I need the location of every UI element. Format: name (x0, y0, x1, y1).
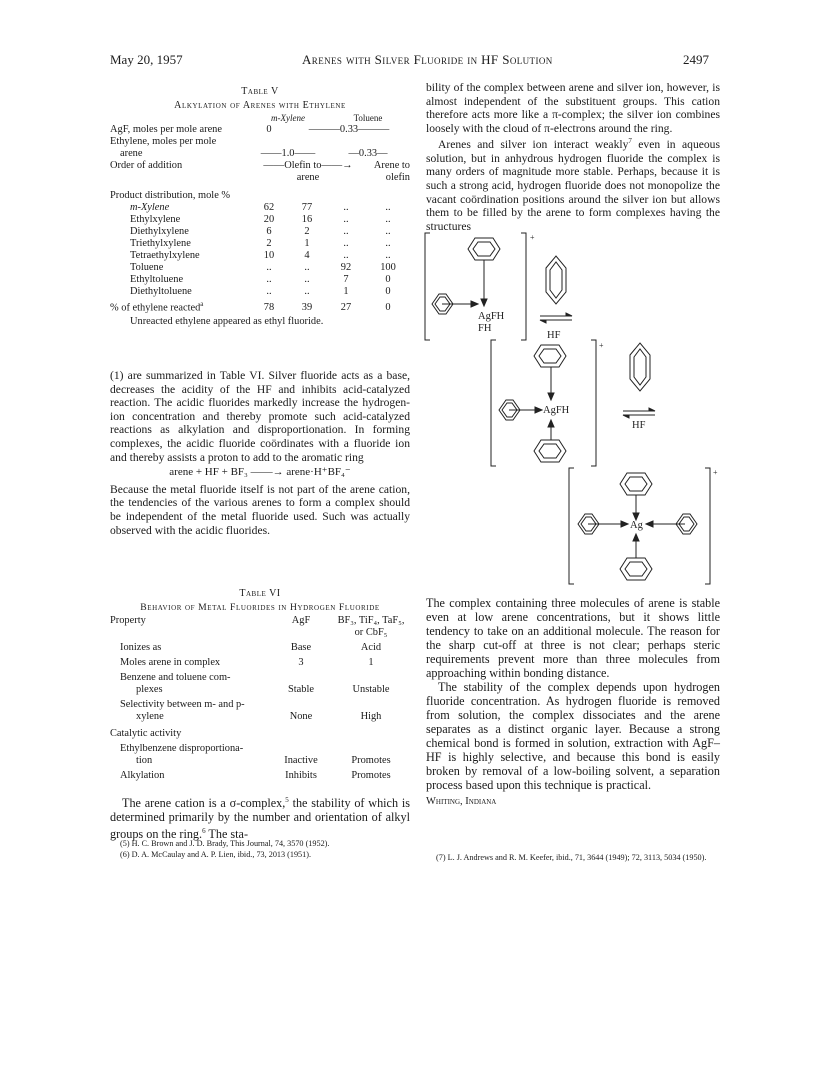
table-5-row-label: Diethyltoluene (130, 286, 192, 297)
equation: arene + HF + BF₃ ——→ arene·H⁺BF₄⁻ (169, 466, 351, 479)
table-5-cell: 0 (385, 302, 391, 314)
table-cell: 92 (340, 262, 352, 273)
table-5-cell: ——Olefin to——→ (263, 160, 353, 171)
table-6-row-label: Moles arene in complex (120, 657, 221, 668)
table-cell: 100 (380, 262, 396, 273)
table-cell: Promotes (351, 755, 391, 766)
table-cell: Inhibits (285, 770, 317, 781)
table-row (110, 669, 410, 684)
table-cell: 4 (304, 250, 310, 261)
table-5-col-mxylene: m-Xylene (271, 113, 305, 123)
table-5-grid (110, 112, 410, 314)
citation-mark: 7 (628, 137, 632, 146)
table-cell: 10 (263, 250, 275, 261)
structure-1-hf: HF (547, 330, 561, 341)
table-5-cell: ———0.33——— (308, 124, 390, 135)
table-cell: Base (290, 642, 312, 653)
table-cell: Inactive (284, 755, 318, 766)
table-cell: Acid (360, 642, 382, 653)
table-6-row-label: Alkylation (120, 770, 165, 781)
table-cell: 7 (343, 274, 349, 285)
table-cell: 20 (263, 214, 275, 225)
table-row (110, 639, 410, 654)
footnote: (7) L. J. Andrews and R. M. Keefer, ibid., 71, 3644 (1949); 72, 3113, 5034 (1950). (436, 853, 707, 862)
table-row (110, 202, 410, 214)
table-5-title: Alkylation of Arenes with Ethylene (174, 100, 346, 111)
table-5-row-label: Tetraethylxylene (130, 250, 200, 261)
table-row (110, 696, 410, 711)
table-cell: Unstable (352, 684, 390, 695)
table-cell: 1 (343, 286, 349, 297)
table-cell: .. (304, 274, 310, 285)
table-6-col-acid-cont: or CbF₅ (354, 627, 388, 638)
table-5-row-reacted: % of ethylene reacted (110, 302, 201, 314)
footnote: (6) D. A. McCaulay and A. P. Lien, ibid., 73, 2013 (1951). (120, 849, 312, 859)
table-cell: 2 (266, 238, 272, 249)
footnote: (5) H. C. Brown and J. D. Brady, This Journal, 74, 3570 (1952). (120, 839, 330, 848)
table-5-label: Table V (241, 86, 279, 97)
left-column (110, 369, 410, 537)
table-5 (110, 86, 410, 327)
right-column-bottom (426, 596, 720, 809)
table-5-cell: arene (296, 172, 320, 183)
table-5-row-label: Diethylxylene (130, 226, 189, 237)
left-column-bottom (110, 793, 410, 841)
table-6-row-label-cont: plexes (136, 684, 163, 695)
structure-1-label: AgFH (478, 311, 505, 322)
table-6-row-label: Ethylbenzene disproportiona- (120, 743, 244, 754)
table-5-cell: 78 (263, 302, 275, 314)
table-6-col-property: Property (110, 615, 146, 626)
table-cell: .. (266, 262, 272, 273)
table-row (110, 767, 410, 782)
table-cell (270, 669, 332, 684)
table-6-col-agf: AgF (291, 615, 311, 626)
table-5-cell: 39 (301, 302, 313, 314)
table-row (110, 274, 410, 286)
structure-2 (491, 340, 655, 466)
text: the stability of which is determined primarily by the number and orientation of alkyl groups on the ring. (110, 796, 410, 842)
table-cell: .. (385, 238, 391, 249)
table-6 (110, 588, 410, 782)
table-5-row-label: m-Xylene (130, 202, 170, 213)
structure-2-charge: + (599, 341, 604, 350)
text: The sta- (205, 827, 248, 842)
table-5-row-label: Ethyltoluene (130, 274, 184, 285)
table-6-label: Table VI (239, 588, 281, 599)
table-5-footnote-mark: a (200, 300, 204, 308)
structure-1-label-fh: FH (478, 323, 492, 334)
footnotes-right (436, 853, 720, 864)
table-5-cell: 27 (340, 302, 352, 314)
paragraph: Because the metal fluoride itself is not part of the arene cation, the tendencies of the various arenes to form a complex should be independent of the metal fluoride used. Such was actually observed with the acidic fluorides. (110, 482, 410, 537)
table-6-row-label: Selectivity between m- and p- (120, 699, 245, 710)
table-cell (270, 740, 332, 755)
table-5-footnote: Unreacted ethylene appeared as ethyl fluoride. (130, 316, 324, 328)
structures-figure (420, 228, 720, 593)
table-row (110, 250, 410, 262)
table-5-cell: —0.33— (348, 148, 388, 159)
table-6-row-label: Benzene and toluene com- (120, 672, 231, 683)
table-cell: 2 (304, 226, 310, 237)
citation-mark: 5 (285, 796, 289, 804)
table-cell (332, 696, 410, 711)
table-cell: High (360, 711, 382, 722)
table-6-row-label-cont: xylene (136, 711, 164, 722)
table-cell: .. (343, 226, 349, 237)
table-cell: 3 (298, 657, 304, 668)
table-5-row-label: Triethylxylene (130, 238, 191, 249)
table-cell: .. (304, 286, 310, 297)
footnotes-left (120, 839, 410, 860)
table-row (110, 684, 410, 696)
structure-2-label: AgFH (543, 405, 570, 416)
table-row (110, 755, 410, 767)
paragraph: The stability of the complex depends upon hydrogen fluoride concentration. As hydrogen fluoride is removed from solution, the complex dissociates and the arene separates as a distinct organic layer. Because a strong chemical bond is formed in solution, extraction with AgF–HF is highly selective, and because this bond is easily broken by removal of a low-boiling solvent, a separation process based upon this technique is practical. (426, 680, 720, 792)
table-5-row-ethylene: Ethylene, moles per mole (110, 136, 217, 147)
header-date: May 20, 1957 (110, 52, 183, 67)
table-cell (332, 740, 410, 755)
table-5-row-product: Product distribution, mole % (110, 190, 231, 201)
text: Arenes and silver ion interact weakly (438, 138, 629, 152)
citation-mark: 6 (202, 827, 206, 836)
affiliation: Whiting, Indiana (426, 796, 497, 807)
table-cell: Stable (288, 684, 314, 695)
paragraph: bility of the complex between arene and silver ion, however, is almost independent of the substituent groups. This cation therefore acts more like a π-complex; the silver ion combines loosely with the cloud of π-electrons around the ring. (426, 81, 720, 135)
table-6-row-label: Ionizes as (120, 642, 162, 653)
table-6-row-catalytic: Catalytic activity (110, 728, 182, 739)
header-page: 2497 (683, 52, 709, 67)
structure-3-label: Ag (630, 520, 643, 531)
table-5-cell: olefin (385, 172, 410, 183)
table-cell: Promotes (351, 770, 391, 781)
table-row (110, 654, 410, 669)
table-cell (270, 696, 332, 711)
text: The arene cation is a σ-complex, (122, 796, 286, 811)
table-6-row-label-cont: tion (136, 755, 153, 766)
table-row (110, 226, 410, 238)
table-5-cell: ——1.0—— (260, 148, 316, 159)
table-row (110, 711, 410, 723)
table-cell: .. (343, 202, 349, 213)
table-row (110, 214, 410, 226)
table-5-col-toluene: Toluene (353, 113, 383, 123)
table-cell: .. (385, 214, 391, 225)
text: even in aqueous solution, but in anhydrous hydrogen fluoride the complex is many orders of magnitude more stable. Perhaps, because it is such a strong acid, hydrogen fluoride does not monopolize the vacant coördination positions around the silver ion but allows them to be filled by the arene to form complexes having the structures (426, 138, 720, 233)
table-row (110, 286, 410, 298)
table-5-row-label: Toluene (130, 262, 164, 273)
table-cell: 0 (385, 286, 391, 297)
table-5-row-ethylene-cont: arene (120, 148, 143, 159)
paragraph: (1) are summarized in Table VI. Silver fluoride acts as a base, decreases the acidity of the HF and inhibits acid-catalyzed reaction. The acidic fluorides markedly increase the hydrogen-ion concentration and thereby promote such acid-catalyzed reactions as alkylation and disproportionation. In forming complexes, the acidic fluoride coördinates with a fluoride ion and thereby assists a proton to add to the aromatic ring (110, 369, 410, 464)
structure-2-hf: HF (632, 420, 646, 431)
table-cell: 1 (304, 238, 310, 249)
table-cell: 1 (368, 657, 374, 668)
table-row (110, 740, 410, 755)
table-cell: .. (385, 226, 391, 237)
table-cell: .. (343, 214, 349, 225)
table-5-cell: Arene to (373, 160, 410, 171)
table-cell: None (289, 711, 313, 722)
table-cell: .. (385, 250, 391, 261)
table-row (110, 238, 410, 250)
table-cell: .. (385, 202, 391, 213)
table-cell: .. (343, 250, 349, 261)
table-cell: .. (304, 262, 310, 273)
table-cell: 6 (266, 226, 272, 237)
table-6-title: Behavior of Metal Fluorides in Hydrogen Fluoride (140, 602, 380, 613)
header-title: Arenes with Silver Fluoride in HF Solution (302, 52, 553, 67)
table-cell: .. (266, 274, 272, 285)
paragraph: The complex containing three molecules of arene is stable even at low arene concentrations, but it shows little tendency to take on an additional molecule. The reason for the sharp cut-off at three is not clear; perhaps steric requirements prevent more than three molecules from approaching within bonding distance. (426, 596, 720, 680)
structure-1 (425, 233, 572, 340)
right-column-top (426, 81, 720, 233)
table-6-col-acid: BF₃, TiF₄, TaF₅, (337, 615, 405, 626)
table-cell: 62 (263, 202, 275, 213)
structure-3-charge: + (713, 468, 718, 477)
table-6-grid (110, 615, 410, 782)
table-cell: 0 (385, 274, 391, 285)
table-5-cell: 0 (266, 124, 272, 135)
table-cell (332, 669, 410, 684)
table-cell: 77 (301, 202, 313, 213)
table-5-row-label: Ethylxylene (130, 214, 181, 225)
table-cell: 16 (301, 214, 313, 225)
table-5-row-agf: AgF, moles per mole arene (110, 124, 222, 135)
table-5-row-order: Order of addition (110, 160, 183, 171)
table-cell: .. (343, 238, 349, 249)
structure-1-charge: + (530, 233, 535, 242)
table-cell: .. (266, 286, 272, 297)
table-row (110, 262, 410, 274)
